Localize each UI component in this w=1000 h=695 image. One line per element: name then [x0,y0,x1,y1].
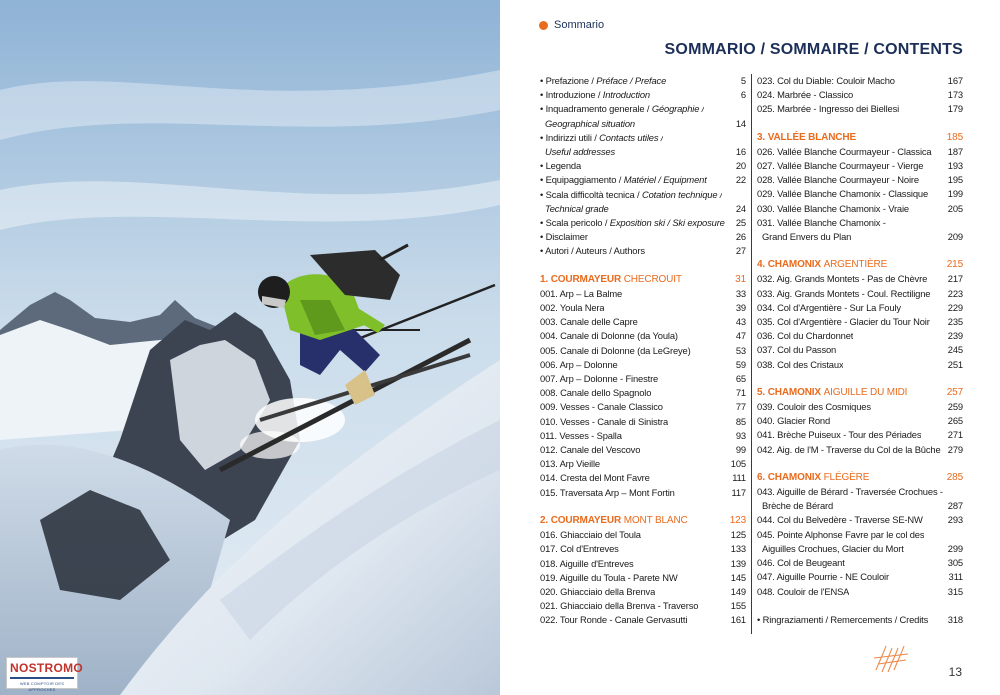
signature-mark-icon [872,642,912,676]
toc-entry [540,315,746,329]
toc-entry-title: 030. Vallée Blanche Chamonix - Vraie [757,202,909,214]
toc-section-title [757,258,887,272]
toc-entry [540,571,746,585]
toc-entry-page: 167 [947,75,963,86]
toc-entry-title: 018. Aiguille d'Entreves [540,557,634,569]
toc-entry [540,344,746,358]
toc-entry-page: 26 [735,231,746,243]
toc-entry-page: 271 [947,429,963,441]
section-number: 5. [757,386,766,398]
entry-text: • Equipaggiamento / [540,174,624,186]
toc-entry-title: Aiguilles Crochues, Glacier du Mort [762,542,904,554]
toc-entry-page: 187 [947,145,963,157]
entry-text: • Scala difficoltà tecnica / [540,188,642,200]
toc-entry [540,486,746,500]
toc-entry [540,471,746,485]
toc-entry-title: 047. Aiguille Pourrie - NE Couloir [757,571,889,583]
toc-entry [757,230,963,244]
toc-entry [757,145,963,159]
toc-entry [757,613,963,627]
toc-entry-title: 011. Vesses - Spalla [540,429,622,441]
section-number: 1. [540,273,549,285]
logo-bar [10,677,74,679]
toc-entry-title: 015. Traversata Arp – Mont Fortin [540,486,675,498]
section-name-bold: COURMAYEUR [550,514,622,526]
toc-entry-page: 229 [947,301,963,313]
toc-entry [757,88,963,102]
toc-entry-page: 22 [735,174,746,186]
toc-entry-title: 019. Aiguille du Toula - Parete NW [540,571,678,583]
toc-entry-page: 77 [735,401,746,413]
toc-entry-title: 012. Canale del Vescovo [540,444,641,456]
toc-entry [757,585,963,599]
toc-entry-page: 239 [947,330,963,342]
toc-entry [540,557,746,571]
toc-entry [540,372,746,386]
toc-section-title [540,273,682,287]
toc-entry-title: 032. Aig. Grands Montets - Pas de Chèvre [757,273,928,285]
toc-entry-title: 029. Vallée Blanche Chamonix - Classique [757,188,929,200]
section-number: 2. [540,514,549,526]
toc-entry-title: 009. Vesses - Canale Classico [540,401,663,413]
toc-entry-title: Brèche de Bérard [762,500,834,512]
toc-entry-page: 149 [730,585,746,597]
toc-entry-title: 027. Vallée Blanche Courmayeur - Vierge [757,160,924,172]
toc-entry-title [540,74,666,88]
section-name-bold: CHAMONIX [767,259,821,271]
toc-entry [540,173,746,187]
toc-entry-title: 048. Couloir de l'ENSA [757,585,850,597]
toc-entry [540,301,746,315]
page-number: 13 [948,665,962,679]
toc-entry-title: 043. Aiguille de Bérard - Traversée Crochues - [757,486,943,498]
toc-entry [540,244,746,258]
section-name-light: MONT BLANC [623,514,688,526]
toc-entry-page: 20 [735,160,746,172]
toc-entry [540,159,746,173]
toc-entry [540,74,746,88]
toc-entry [757,542,963,556]
toc-entry-page: 251 [947,358,963,370]
toc-entry-title: 025. Marbrée - Ingresso dei Biellesi [757,103,900,115]
orange-dot-icon [539,21,548,30]
toc-entry [757,414,963,428]
toc-entry-page: 293 [947,514,963,526]
toc-entry [757,102,963,116]
toc-entry-page: 245 [947,344,963,356]
toc-entry-page: 53 [735,344,746,356]
entry-text-italic: Geographical situation [545,117,635,129]
toc-entry [540,457,746,471]
toc-entry-page: 125 [730,529,746,541]
section-tag [539,19,604,31]
toc-entry-page: 117 [731,486,746,498]
toc-entry-page: 318 [947,613,963,625]
toc-entry-title [540,244,645,258]
toc-entry-title: 016. Ghiacciaio del Toula [540,529,641,541]
section-number: 3. [757,131,766,143]
toc-entry [757,202,963,216]
toc-entry-title: 022. Tour Ronde - Canale Gervasutti [540,614,688,626]
toc-entry-page: 105 [730,458,746,470]
toc-entry-title: 034. Col d'Argentière - Sur La Fouly [757,301,901,313]
toc-entry-title: 008. Canale dello Spagnolo [540,387,652,399]
section-name-bold: CHAMONIX [767,386,821,398]
entry-text-italic: Contacts utiles / [599,131,664,143]
toc-entry [757,485,963,499]
section-page: 257 [946,386,963,398]
toc-entry-title [540,145,615,159]
section-page: 123 [729,514,746,526]
section-page: 215 [946,259,963,271]
toc-entry-title: 017. Col d'Entreves [540,543,619,555]
toc-entry-title: 033. Aig. Grands Montets - Coul. Rectiligne [757,287,931,299]
toc-entry-page: 14 [735,117,746,129]
toc-entry-page: 299 [947,542,963,554]
toc-entry-title: 035. Col d'Argentière - Glacier du Tour Noir [757,316,930,328]
toc-entry-title [540,230,588,244]
toc-entry-title: 041. Brèche Puiseux - Tour des Périades [757,429,922,441]
toc-entry-page: 235 [947,316,963,328]
toc-entry-title: 046. Col de Beugeant [757,557,845,569]
toc-entry-title: 039. Couloir des Cosmiques [757,401,871,413]
toc-section-title [757,386,907,400]
toc-entry-title: 002. Youla Nera [540,302,605,314]
toc-entry [540,131,746,145]
toc-entry-title: 001. Arp – La Balme [540,287,623,299]
entry-text-italic: Préface / Preface [596,75,667,86]
toc-entry-title: 007. Arp – Dolonne - Finestre [540,373,659,385]
toc-entry [757,358,963,372]
entry-text: • Disclaimer [540,231,588,243]
toc-entry [540,599,746,613]
entry-text-italic: Cotation technique / [641,188,723,200]
toc-entry [757,513,963,527]
toc-entry-title [540,102,704,116]
section-number: 6. [757,471,766,483]
section-name-light: AIGUILLE DU MIDI [823,386,908,398]
entry-text-italic: Technical grade [545,202,609,214]
toc-column-right [757,74,963,627]
toc-entry-page: 223 [947,287,963,299]
entry-text-italic: Exposition ski / Ski exposure [609,217,725,229]
toc-entry-title: 013. Arp Vieille [540,458,600,470]
toc-entry-page: 311 [948,571,963,583]
toc-entry-title: 024. Marbrée - Classico [757,89,854,101]
toc-section-heading [757,131,963,145]
toc-entry-page: 205 [947,202,963,214]
toc-entry-title: 036. Col du Chardonnet [757,330,854,342]
toc-entry-page: 133 [730,543,746,555]
toc-entry-page: 65 [735,373,746,385]
toc-entry-page: 279 [947,443,963,455]
toc-entry [757,499,963,513]
toc-entry-page: 259 [947,401,963,413]
toc-entry-page: 93 [735,429,746,441]
toc-entry-title [540,173,707,187]
toc-entry-title: 042. Aig. de l'M - Traverse du Col de la Bûche [757,443,941,455]
toc-entry [757,216,963,230]
toc-entry-page: 16 [735,146,746,158]
entry-text: • Legenda [540,160,582,172]
toc-entry-page: 305 [947,557,963,569]
toc-section-heading [757,471,963,485]
toc-entry [540,613,746,627]
section-name-light: CHECROUIT [623,273,682,285]
toc-entry-title: 020. Ghiacciaio della Brenva [540,585,656,597]
toc-entry-page: 195 [947,174,963,186]
spacer [757,244,963,258]
toc-entry-title [540,202,609,216]
toc-entry [757,400,963,414]
toc-entry [540,329,746,343]
toc-entry [540,528,746,542]
toc-entry [540,358,746,372]
toc-section-heading [757,386,963,400]
toc-entry-title: 038. Col des Cristaux [757,358,844,370]
toc-section-title [757,131,856,145]
entry-text: • Inquadramento generale / [540,103,652,115]
toc-entry-page: 59 [735,358,746,370]
toc-entry-title: 006. Arp – Dolonne [540,358,618,370]
spacer [540,259,746,273]
toc-entry [540,188,746,202]
entry-text-italic: Useful addresses [545,146,616,158]
toc-entry-page: 71 [735,387,746,399]
spacer [540,500,746,514]
section-name-light: FLÉGÈRE [823,471,870,483]
toc-entry [757,187,963,201]
toc-entry [540,443,746,457]
toc-entry [540,429,746,443]
toc-section-heading [540,514,746,528]
toc-entry-page: 99 [735,444,746,456]
toc-entry-title: • Ringraziamenti / Remercements / Credits [757,613,929,625]
logo-wordmark: NOSTROMO [10,661,84,675]
toc-entry [540,117,746,131]
toc-entry-page: 39 [735,302,746,314]
toc-entry-page: 265 [947,415,963,427]
toc-entry [757,301,963,315]
toc-entry [540,386,746,400]
toc-entry-page: 111 [732,472,746,484]
toc-entry-title [540,117,635,131]
spacer [757,117,963,131]
toc-entry [540,216,746,230]
toc-entry [757,272,963,286]
toc-entry [757,173,963,187]
toc-entry-title: 028. Vallée Blanche Courmayeur - Noire [757,174,919,186]
section-page: 185 [946,131,963,143]
entry-text-italic: Géographie / [651,103,705,115]
toc-entry-page: 47 [735,330,746,342]
section-page: 31 [735,273,746,285]
section-name-light: ARGENTIÈRE [823,259,888,271]
toc-entry-title: 040. Glacier Rond [757,415,831,427]
entry-text-italic: Introduction [602,89,650,101]
toc-entry-page: 315 [947,585,963,597]
logo-tagline: WEB COMPTOIR DES APPROCHES [19,681,65,692]
entry-text: • Indirizzi utili / [540,131,600,143]
toc-entry [757,570,963,584]
toc-entry-title [540,216,725,230]
entry-text-italic: Matériel / Equipment [623,174,707,186]
toc-section-heading [540,273,746,287]
toc-entry [540,145,746,159]
toc-entry-page: 179 [947,103,963,115]
toc-entry [540,400,746,414]
toc-entry [540,88,746,102]
entry-text: • Autori / Auteurs / Authors [540,245,645,257]
toc-column-left [540,74,746,628]
section-name-bold: CHAMONIX [767,471,821,483]
entry-text: • Prefazione / [540,75,597,86]
toc-entry [757,428,963,442]
toc-entry-title [540,88,650,102]
spacer [757,457,963,471]
toc-entry-page: 155 [730,600,746,612]
section-page: 285 [946,471,963,483]
toc-entry-page: 139 [730,557,746,569]
toc-entry-page: 33 [735,287,746,299]
toc-entry-title: 026. Vallée Blanche Courmayeur - Classica [757,145,932,157]
toc-entry [757,528,963,542]
toc-entry [540,542,746,556]
toc-section-title [540,514,688,528]
toc-entry-title [540,131,663,145]
page-title: SOMMARIO / SOMMAIRE / CONTENTS [664,41,963,58]
toc-entry [540,230,746,244]
toc-entry-title: 023. Col du Diable: Couloir Macho [757,75,895,86]
section-tag-label: Sommario [554,19,605,31]
toc-entry-title [540,159,581,173]
toc-entry-title: 005. Canale di Dolonne (da LeGreye) [540,344,691,356]
toc-entry [757,74,963,88]
toc-entry-title: 003. Canale delle Capre [540,316,638,328]
toc-entry-page: 209 [947,231,963,243]
toc-section-title [757,471,869,485]
toc-entry-page: 43 [735,316,746,328]
toc-entry [757,315,963,329]
column-divider [751,74,752,634]
toc-entry-title: 021. Ghiacciaio della Brenva - Traverso [540,600,699,612]
toc-entry-page: 85 [735,415,746,427]
toc-section-heading [757,258,963,272]
toc-entry-page: 145 [730,571,746,583]
toc-entry-page: 24 [735,202,746,214]
toc-entry-title: Grand Envers du Plan [762,231,852,243]
toc-entry [757,329,963,343]
toc-entry [757,343,963,357]
toc-entry [757,443,963,457]
toc-entry [757,556,963,570]
toc-entry [540,287,746,301]
toc-entry-page: 193 [947,160,963,172]
spacer [757,372,963,386]
toc-entry-page: 27 [735,245,746,257]
toc-entry-page: 287 [947,500,963,512]
toc-entry [540,102,746,116]
spacer [757,599,963,613]
section-name-bold: COURMAYEUR [550,273,622,285]
toc-entry-title: 045. Pointe Alphonse Favre par le col des [757,528,925,540]
toc-entry-page: 199 [947,188,963,200]
toc-entry-title: 044. Col du Belvedère - Traverse SE-NW [757,514,923,526]
toc-entry-title [540,188,722,202]
toc-entry-title: 031. Vallée Blanche Chamonix - [757,216,886,228]
nostromo-logo [6,657,84,692]
toc-entry [540,585,746,599]
entry-text: • Introduzione / [540,89,603,101]
toc-entry-page: 173 [947,89,963,101]
section-number: 4. [757,259,766,271]
toc-entry [757,159,963,173]
toc-entry-page: 25 [735,217,746,229]
toc-entry-title: 010. Vesses - Canale di Sinistra [540,415,669,427]
toc-entry-page: 217 [947,273,963,285]
toc-entry-title: 014. Cresta del Mont Favre [540,472,650,484]
entry-text: • Scala pericolo / [540,217,610,229]
section-name-bold: VALLÉE BLANCHE [767,131,856,143]
toc-entry [757,287,963,301]
toc-entry-title: 004. Canale di Dolonne (da Youla) [540,330,678,342]
toc-entry [540,415,746,429]
toc-entry-page: 6 [740,89,746,101]
toc-entry [540,202,746,216]
toc-entry-page: 161 [730,614,746,626]
toc-entry-title: 037. Col du Passon [757,344,837,356]
toc-entry-page: 5 [740,75,746,86]
